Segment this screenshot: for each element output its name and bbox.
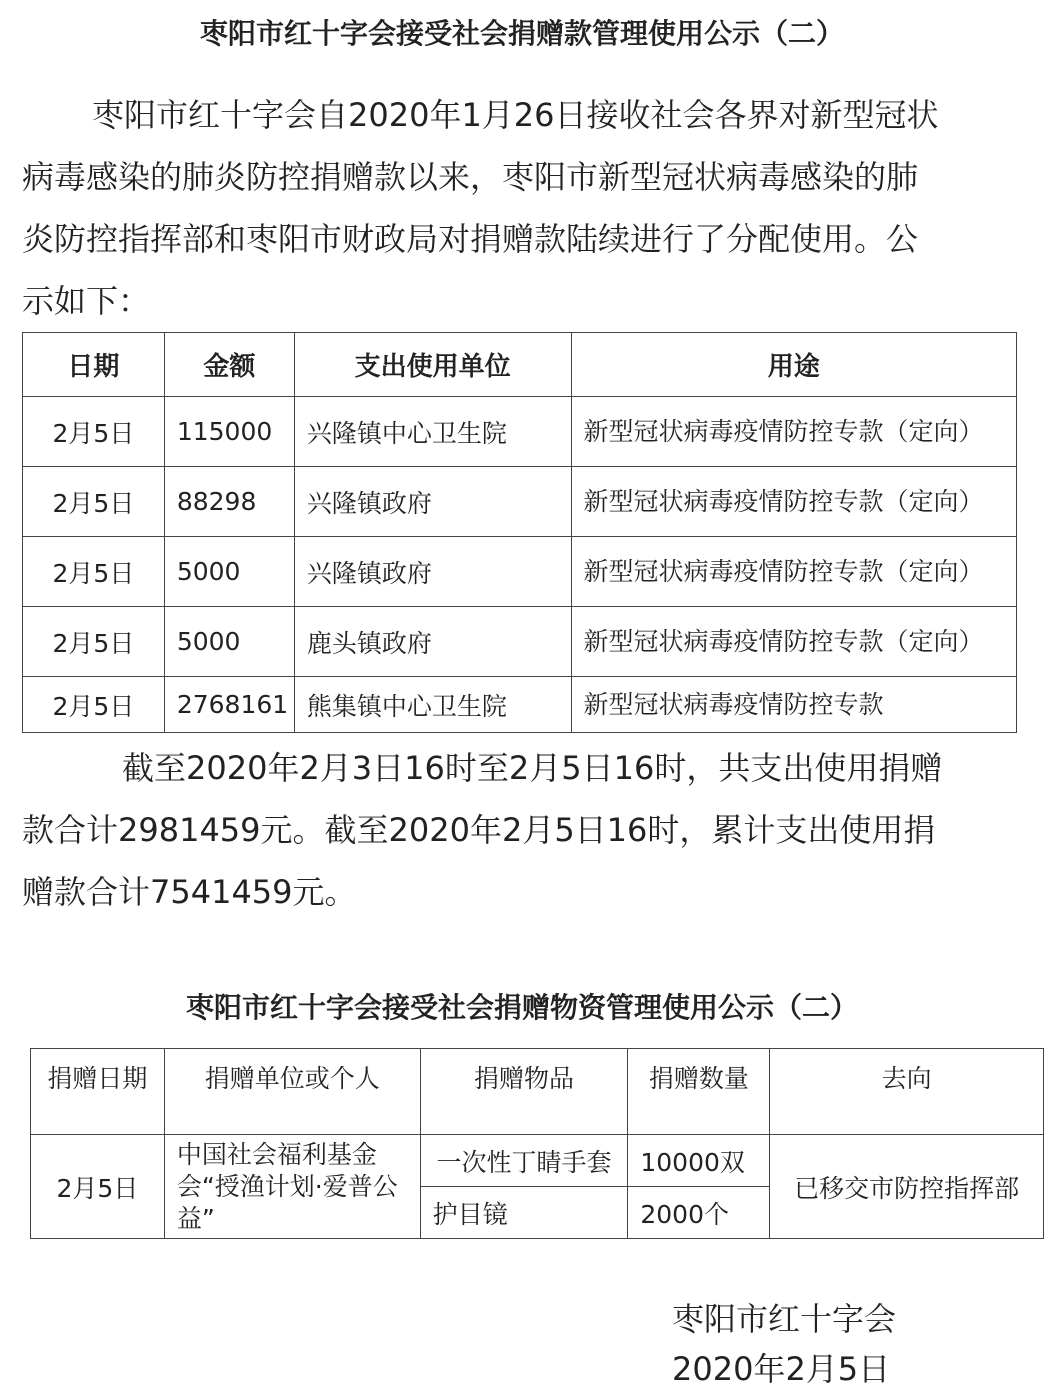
header-purpose: 用途 xyxy=(571,333,1017,397)
cell-purpose: 新型冠状病毒疫情防控专款（定向） xyxy=(571,607,1017,677)
header-donor: 捐赠单位或个人 xyxy=(164,1049,420,1135)
cell-destination: 已移交市防控指挥部 xyxy=(770,1135,1044,1239)
summary-line: 截至2020年2月3日16时至2月5日16时，共支出使用捐赠 xyxy=(122,749,943,787)
table-row xyxy=(23,607,1017,677)
cell-amount: 5000 xyxy=(164,537,294,607)
table-row xyxy=(31,1135,1044,1187)
cell-unit: 兴隆镇中心卫生院 xyxy=(294,397,571,467)
header-amount: 金额 xyxy=(164,333,294,397)
money-table xyxy=(22,332,1017,733)
money-notice-title: 枣阳市红十字会接受社会捐赠款管理使用公示（二） xyxy=(199,17,844,50)
cell-unit: 鹿头镇政府 xyxy=(294,607,571,677)
table-row xyxy=(23,677,1017,733)
summary-paragraph xyxy=(22,737,1032,923)
cell-purpose: 新型冠状病毒疫情防控专款（定向） xyxy=(571,537,1017,607)
cell-quantity: 2000个 xyxy=(628,1187,770,1239)
header-quantity: 捐赠数量 xyxy=(628,1049,770,1135)
goods-table xyxy=(30,1048,1044,1239)
table-row xyxy=(23,467,1017,537)
table-header-row xyxy=(23,333,1017,397)
header-donation-date: 捐赠日期 xyxy=(31,1049,165,1135)
header-destination: 去向 xyxy=(770,1049,1044,1135)
cell-quantity: 10000双 xyxy=(628,1135,770,1187)
cell-amount: 115000 xyxy=(164,397,294,467)
intro-line: 炎防控指挥部和枣阳市财政局对捐赠款陆续进行了分配使用。公 xyxy=(22,220,919,258)
header-date: 日期 xyxy=(23,333,165,397)
cell-unit: 兴隆镇政府 xyxy=(294,467,571,537)
cell-amount: 88298 xyxy=(164,467,294,537)
table-header-row xyxy=(31,1049,1044,1135)
cell-date: 2月5日 xyxy=(23,677,165,733)
signature-org: 枣阳市红十字会 xyxy=(672,1300,897,1338)
cell-purpose: 新型冠状病毒疫情防控专款（定向） xyxy=(571,467,1017,537)
header-item: 捐赠物品 xyxy=(420,1049,628,1135)
cell-purpose: 新型冠状病毒疫情防控专款（定向） xyxy=(571,397,1017,467)
summary-line: 赠款合计7541459元。 xyxy=(22,873,357,911)
cell-unit: 兴隆镇政府 xyxy=(294,537,571,607)
cell-donor: 中国社会福利基金会“授渔计划·爱普公益” xyxy=(164,1135,420,1239)
cell-purpose: 新型冠状病毒疫情防控专款 xyxy=(571,677,1017,733)
intro-line: 病毒感染的肺炎防控捐赠款以来，枣阳市新型冠状病毒感染的肺 xyxy=(22,158,919,196)
cell-date: 2月5日 xyxy=(23,397,165,467)
cell-amount: 2768161 xyxy=(164,677,294,733)
cell-date: 2月5日 xyxy=(23,467,165,537)
signature-date: 2020年2月5日 xyxy=(672,1350,891,1388)
cell-item: 护目镜 xyxy=(420,1187,628,1239)
cell-date: 2月5日 xyxy=(23,537,165,607)
summary-line: 款合计2981459元。截至2020年2月5日16时，累计支出使用捐 xyxy=(22,811,936,849)
intro-paragraph xyxy=(22,84,1032,332)
header-unit: 支出使用单位 xyxy=(294,333,571,397)
cell-unit: 熊集镇中心卫生院 xyxy=(294,677,571,733)
cell-amount: 5000 xyxy=(164,607,294,677)
table-row xyxy=(23,397,1017,467)
table-row xyxy=(23,537,1017,607)
goods-notice-title: 枣阳市红十字会接受社会捐赠物资管理使用公示（二） xyxy=(185,991,858,1024)
cell-donation-date: 2月5日 xyxy=(31,1135,165,1239)
cell-item: 一次性丁睛手套 xyxy=(420,1135,628,1187)
cell-date: 2月5日 xyxy=(23,607,165,677)
intro-line: 枣阳市红十字会自2020年1月26日接收社会各界对新型冠状 xyxy=(92,96,939,134)
intro-line: 示如下： xyxy=(22,282,151,320)
